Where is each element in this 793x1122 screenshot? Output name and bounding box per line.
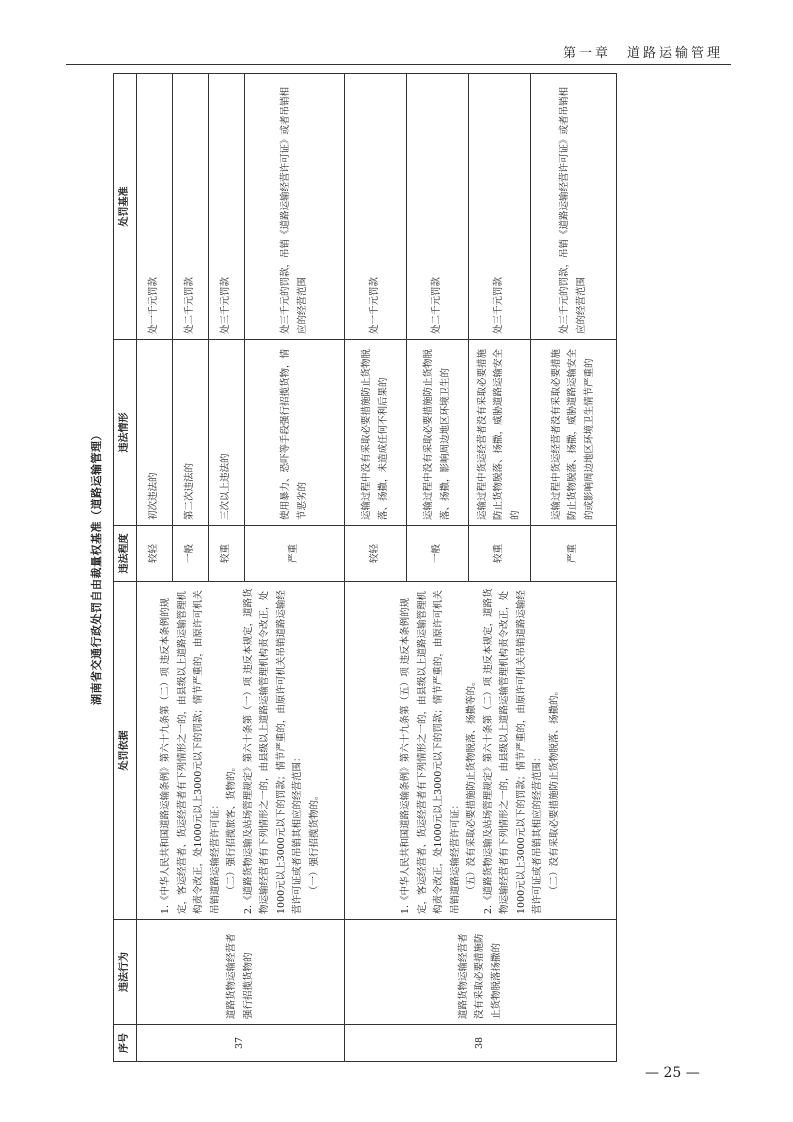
header-standard: 处罚基准 <box>114 74 137 340</box>
table-row <box>345 74 407 1062</box>
basis-paragraph: 1.《中华人民共和国道路运输条例》第六十九条第（二）项 违反本条例的规定，客运经营者、货运经营者有下列情形之一的，由县级以上道路运输管理机构责令改正，处1000元以上3000元以下的罚款；情节严重的，由原许可机关吊销道路运输经营许可证： <box>160 590 221 914</box>
standard-cell: 处三千元罚款 <box>209 74 245 340</box>
degree-cell: 较轻 <box>345 526 407 582</box>
page-number: — 25 — <box>645 1065 700 1081</box>
penalty-table <box>113 73 617 1062</box>
header-degree: 违法程度 <box>114 526 137 582</box>
header-seq: 序号 <box>114 1025 137 1062</box>
standard-cell: 处二千元罚款 <box>173 74 209 340</box>
degree-cell: 严重 <box>531 526 617 582</box>
basis-item: （五）没有采取必要措施防止货物脱落、扬撒等的。 <box>466 676 477 895</box>
basis-paragraph: 1.《中华人民共和国道路运输条例》第六十九条第（五）项 违反本条例的规定，客运经营者、货运经营者有下列情形之一的，由县级以上道路运输管理机构责令改正，处1000元以上3000元以下的罚款；情节严重的，由原许可机关吊销道路运输经营许可证： <box>400 590 461 914</box>
situation-cell: 运输过程中没有采取必要措施防止货物脱落、扬撒，未造成任何不利后果的 <box>345 340 407 526</box>
row-act: 道路货物运输经营者没有采取必要措施防止货物脱落扬撒的 <box>345 920 617 1025</box>
basis-item: （二）没有采取必要措施防止货物脱落、扬撒的。 <box>548 685 560 895</box>
standard-cell: 处三千元罚款 <box>469 74 531 340</box>
header-act: 违法行为 <box>114 920 137 1025</box>
situation-cell: 运输过程中货运经营者没有采取必要措施防止货物脱落、扬撒，威胁道路运输安全的或影响周边地区环境卫生情节严重的 <box>531 340 617 526</box>
running-head: 第一章 道路运输管理 <box>562 46 723 61</box>
basis-item: （二）强行招揽旅客、货物的。 <box>226 761 237 895</box>
situation-cell: 初次违法的 <box>137 340 173 526</box>
rotated-table-stage <box>85 72 715 1062</box>
header-rule <box>66 64 731 65</box>
row-seq: 38 <box>345 1025 617 1062</box>
degree-cell: 较重 <box>209 526 245 582</box>
table-caption: 湖南省交通行政处罚自由裁量权基准（道路运输管理） <box>90 429 103 705</box>
degree-cell: 较轻 <box>137 526 173 582</box>
standard-cell: 处一千元罚款 <box>345 74 407 340</box>
row-act: 道路货物运输经营者强行招揽货物的 <box>137 920 345 1025</box>
row-seq: 37 <box>137 1025 345 1062</box>
situation-cell: 第二次违法的 <box>173 340 209 526</box>
standard-cell: 处一千元罚款 <box>137 74 173 340</box>
degree-cell: 一般 <box>173 526 209 582</box>
degree-cell: 严重 <box>245 526 345 582</box>
standard-cell: 处三千元的罚款，吊销《道路运输经营许可证》或者吊销相应的经营范围 <box>531 74 617 340</box>
table-header-row <box>114 74 137 1062</box>
degree-cell: 一般 <box>407 526 469 582</box>
situation-cell: 使用暴力、恐吓等手段强行招揽货物，情节恶劣的 <box>245 340 345 526</box>
standard-cell: 处二千元罚款 <box>407 74 469 340</box>
basis-item: （一）强行招揽货物的。 <box>308 790 320 895</box>
situation-cell: 运输过程中货运经营者没有采取必要措施防止货物脱落、扬撒，威胁道路运输安全的 <box>469 340 531 526</box>
table-row <box>137 74 173 1062</box>
degree-cell: 较重 <box>469 526 531 582</box>
header-situation: 违法情形 <box>114 340 137 526</box>
row-basis <box>137 582 345 920</box>
situation-cell: 三次以上违法的 <box>209 340 245 526</box>
basis-paragraph: 2.《道路货物运输及站场管理规定》第六十条第（二）项 违反本规定，道路货物运输经营者有下列情形之一的，由县级以上道路运输管理机构责令改正，处1000元以上3000元以下的罚款；情节严重的，由原许可机关吊销道路运输经营许可证或者吊销其相应的经营范围： <box>482 588 543 914</box>
situation-cell: 运输过程中没有采取必要措施防止货物脱落、扬撒，影响周边地区环境卫生的 <box>407 340 469 526</box>
header-basis: 处罚依据 <box>114 582 137 920</box>
row-basis <box>345 582 617 920</box>
standard-cell: 处三千元的罚款，吊销《道路运输经营许可证》或者吊销相应的经营范围 <box>245 74 345 340</box>
basis-paragraph: 2.《道路货物运输及站场管理规定》第六十条第（一）项 违反本规定，道路货物运输经营者有下列情形之一的，由县级以上道路运输管理机构责令改正，处1000元以上3000元以下的罚款；情节严重的，由原许可机关吊销道路运输经营许可证或者吊销其相应的经营范围： <box>242 588 303 914</box>
